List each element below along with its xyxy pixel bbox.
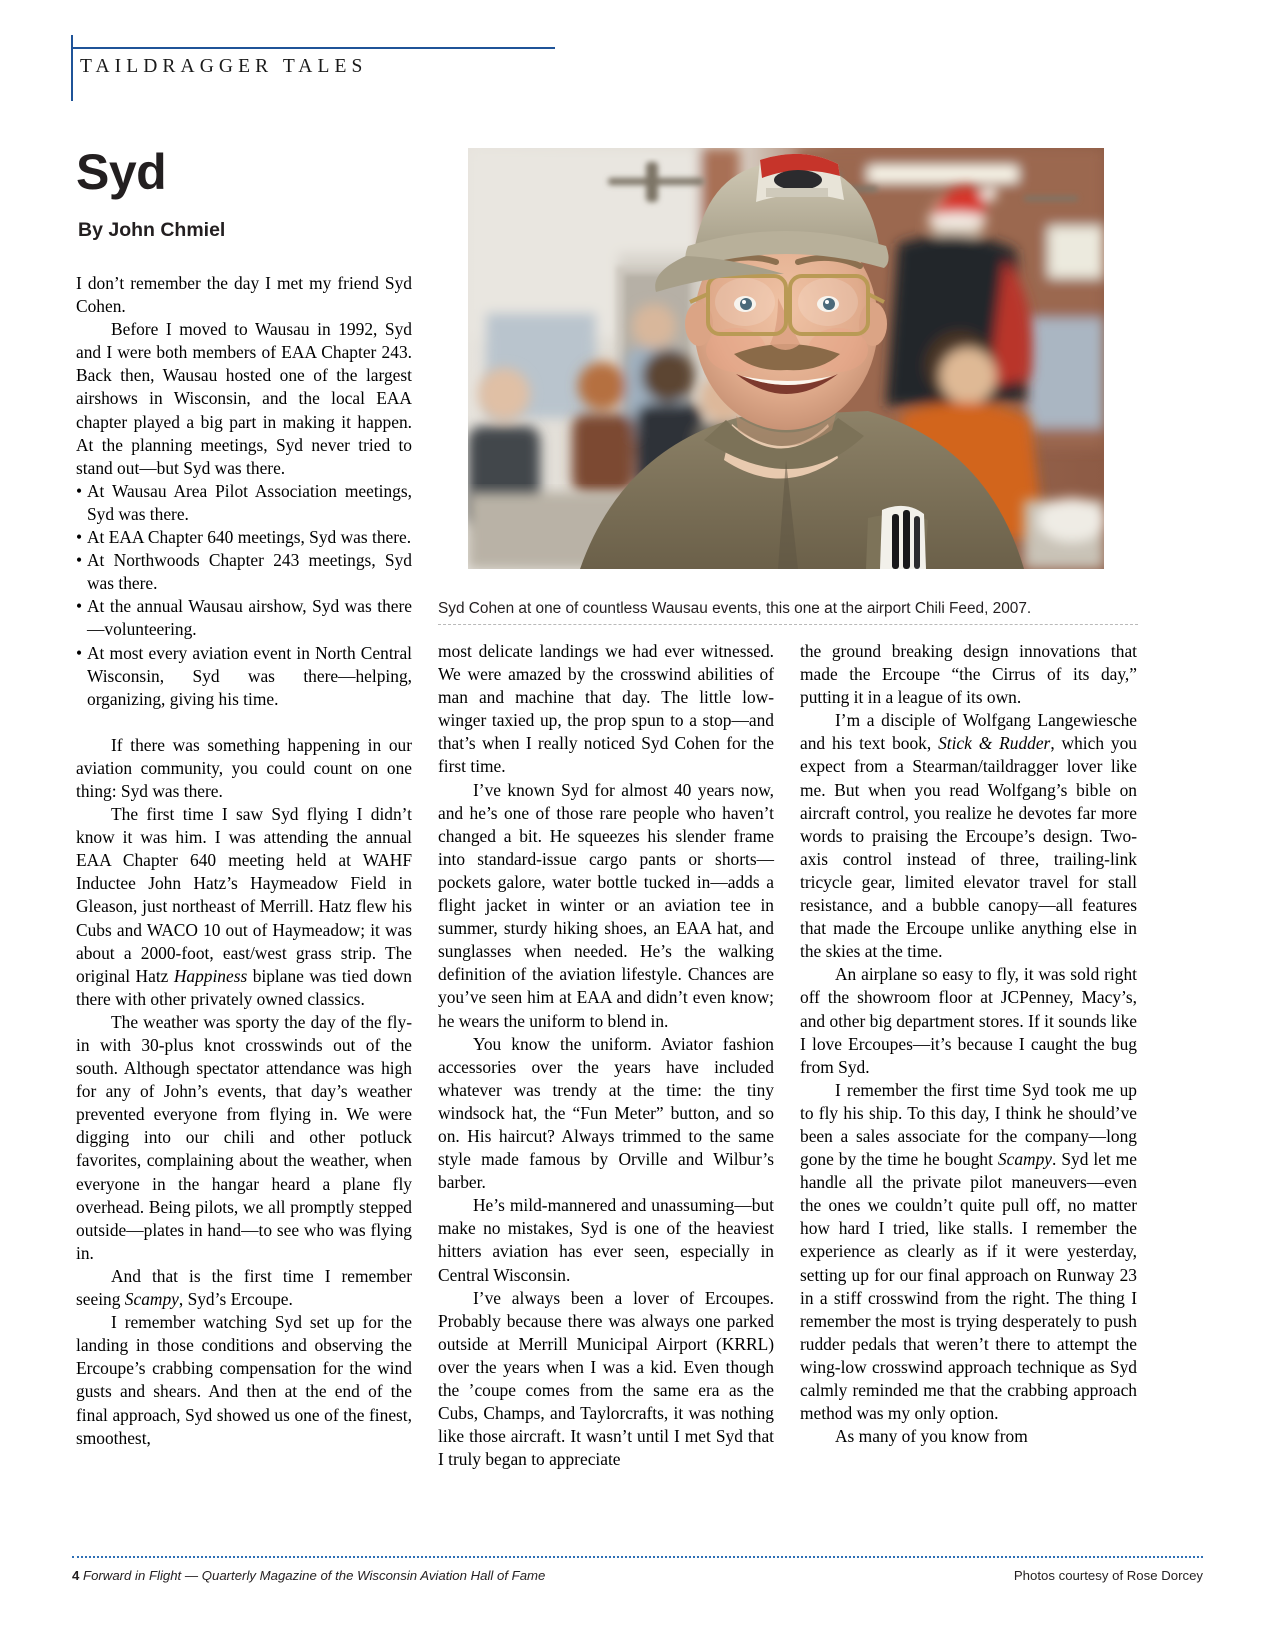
paragraph: He’s mild-mannered and unassuming—but make no mistakes, Syd is one of the heaviest hitters aviation has ever seen, especially in Central Wisconsin.: [438, 1195, 774, 1285]
paragraph: Before I moved to Wausau in 1992, Syd and I were both members of EAA Chapter 243. Back then, Wausau hosted one of the largest airshows in Wisconsin, and the local EAA chapter played a big part in making it happen. At the planning meetings, Syd never tried to stand out—but Syd was there.: [76, 319, 412, 478]
photo-credit: Photos courtesy of Rose Dorcey: [1013, 1568, 1203, 1583]
photo-illustration: [468, 148, 1104, 569]
text-run: And that is the first time I remember seeing: [76, 1265, 412, 1310]
text-run: , Syd’s Ercoupe.: [178, 1289, 293, 1310]
paragraph: The weather was sporty the day of the fly-in with 30-plus knot crosswinds out of the south. Although spectator attendance was high for any of John’s events, that day’s weather prevented everyone from flying in. We were digging into our chili and other potluck favorites, complaining about the weather, when everyone in the hangar heard a plane fly overhead. Being pilots, we all promptly stepped outside—plates in hand—to see who was flying in.: [76, 1011, 412, 1263]
paragraph-spacer: [76, 711, 412, 734]
text-run: The first time I saw Syd flying I didn’t know it was him. I was attending the annual EAA Chapter 640 meeting held at WAHF Inductee John Hatz’s Haymeadow Field in Gleason, just northeast of Merrill. Hatz flew his Cubs and WACO 10 out of Haymeadow; it was about a 2000-foot, east/west grass strip. The original Hatz: [76, 804, 412, 986]
paragraph: [76, 803, 412, 1011]
paragraph: I don’t remember the day I met my friend Syd Cohen.: [76, 273, 412, 317]
footer-publication: [72, 1568, 545, 1583]
text-run: . Syd let me handle all the private pilot maneuvers—even the ones we couldn’t quite pull off, no matter how hard I tried, like stalls. I remember the experience as clearly as if it were yesterday, setting up for our final approach on Runway 23 in a stiff crosswind from the right. The thing I remember the most is trying desperately to push rudder pedals that weren’t there to attempt the wing-low crosswind approach technique as Syd calmly reminded me that the crabbing approach method was my only option.: [800, 1149, 1137, 1424]
italic-title: Scampy: [997, 1149, 1053, 1170]
header-rule: [72, 47, 555, 49]
text-run: biplane was tied down there with other privately owned classics.: [76, 965, 412, 1009]
publication-name: Forward in Flight — Quarterly Magazine of the Wisconsin Aviation Hall of Fame: [83, 1568, 546, 1583]
article-column-3: [800, 640, 1137, 1448]
bullet-list: [76, 480, 412, 711]
paragraph: [800, 1079, 1137, 1425]
list-item: • At Northwoods Chapter 243 meetings, Syd was there.: [76, 549, 412, 595]
paragraph: I remember watching Syd set up for the landing in those conditions and observing the Ercoupe’s crabbing compensation for the wind gusts and shears. And then at the end of the final approach, Syd showed us one of the finest, smoothest,: [76, 1312, 412, 1448]
paragraph: [76, 1265, 412, 1311]
section-kicker: TAILDRAGGER TALES: [80, 56, 368, 77]
page-number: 4: [72, 1568, 80, 1583]
article-photo: [468, 148, 1104, 569]
paragraph: the ground breaking design innovations that made the Ercoupe “the Cirrus of its day,” putting it in a league of its own.: [800, 641, 1137, 708]
footer-divider: [72, 1556, 1203, 1558]
italic-title: Scampy: [124, 1289, 179, 1310]
italic-title: Happiness: [173, 965, 248, 986]
list-item: • At Wausau Area Pilot Association meetings, Syd was there.: [76, 480, 412, 526]
list-item: • At the annual Wausau airshow, Syd was there—volunteering.: [76, 595, 412, 641]
paragraph: [800, 709, 1137, 963]
paragraph: You know the uniform. Aviator fashion accessories over the years have included whatever was trendy at the time: the tiny windsock hat, the “Fun Meter” button, and so on. His haircut? Always trimmed to the same style made famous by Orville and Wilbur’s barber.: [438, 1033, 774, 1193]
list-item: • At EAA Chapter 640 meetings, Syd was there.: [76, 526, 412, 549]
paragraph: most delicate landings we had ever witnessed. We were amazed by the crosswind abilities of man and machine that day. The little low-winger taxied up, the prop spun to a stop—and that’s when I really noticed Syd Cohen for the first time.: [438, 641, 774, 777]
page-title: Syd: [76, 144, 167, 200]
text-run: , which you expect from a Stearman/taildragger lover like me. But when you read Wolfgang’s bible on aircraft control, you realize he devotes far more words to praising the Ercoupe’s design. Two-axis control instead of three, trailing-link tricycle gear, limited elevator travel for stall resistance, and a bubble canopy—all features that made the Ercoupe unlike anything else in the skies at the time.: [800, 733, 1137, 962]
paragraph: If there was something happening in our aviation community, you could count on one thing: Syd was there.: [76, 734, 412, 801]
photo-caption: Syd Cohen at one of countless Wausau events, this one at the airport Chili Feed, 2007.: [438, 600, 1032, 617]
article-byline: By John Chmiel: [78, 219, 226, 241]
paragraph: I’ve always been a lover of Ercoupes. Probably because there was always one parked outside at Merrill Municipal Airport (KRRL) over the years when I was a kid. Even though the ’coupe comes from the same era as the Cubs, Champs, and Taylorcrafts, it was nothing like those aircraft. It wasn’t until I met Syd that I truly began to appreciate: [438, 1287, 774, 1470]
paragraph: I’ve known Syd for almost 40 years now, and he’s one of those rare people who haven’t changed a bit. He squeezes his slender frame into standard-issue cargo pants or shorts—pockets galore, water bottle tucked in—adds a flight jacket in winter or an aviation tee in summer, sturdy hiking shoes, an EAA hat, and sunglasses when needed. He’s the walking definition of the aviation lifestyle. Chances are you’ve seen him at EAA and didn’t even know; he wears the uniform to blend in.: [438, 779, 774, 1031]
header-accent-line: [71, 35, 73, 101]
article-column-1: [76, 272, 412, 1450]
paragraph: An airplane so easy to fly, it was sold right off the showroom floor at JCPenney, Macy’s, and other big department stores. If it sounds like I love Ercoupes—it’s because I caught the bug from Syd.: [800, 964, 1137, 1077]
article-column-2: [438, 640, 774, 1471]
italic-title: Stick & Rudder: [938, 733, 1051, 754]
list-item: • At most every aviation event in North Central Wisconsin, Syd was there—helping, organizing, giving his time.: [76, 642, 412, 711]
paragraph: As many of you know from: [835, 1426, 1028, 1447]
caption-divider: [438, 624, 1138, 626]
text-run: I’m a disciple of Wolfgang Langewiesche and his text book,: [800, 710, 1137, 754]
text-run: I remember the first time Syd took me up to fly his ship. To this day, I think he should’ve been a sales associate for the company—long gone by the time he bought: [800, 1079, 1137, 1170]
